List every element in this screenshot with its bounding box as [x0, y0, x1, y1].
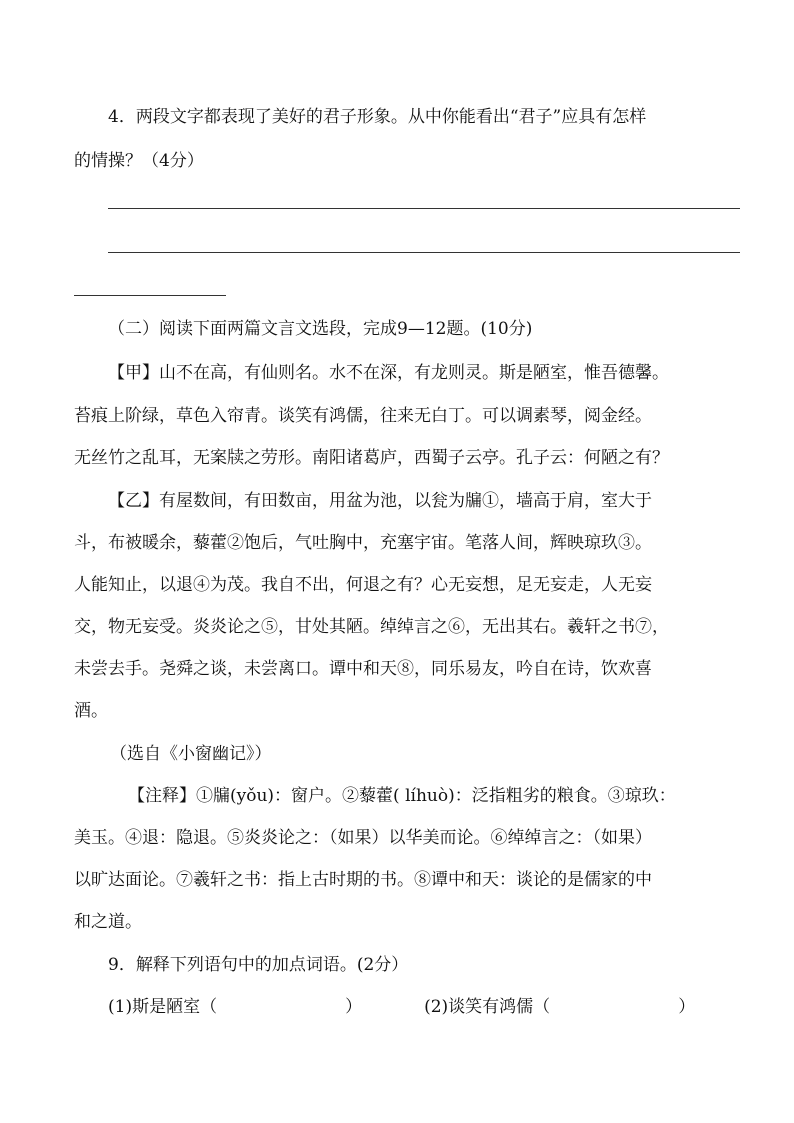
question-4-line-2: 的情操？（4分） [74, 151, 204, 171]
notes-line-4: 和之道。 [74, 912, 142, 932]
passage-b-line-2: 斗，布被暖余，藜藿②饱后，气吐胸中，充塞宇宙。笔落人间，辉映琼玖③。 [74, 533, 652, 553]
notes-line-3: 以旷达面论。⑦羲轩之书：指上古时期的书。⑧谭中和天：谈论的是儒家的中 [74, 870, 652, 890]
item-2-close: ） [678, 997, 696, 1017]
answer-line-2[interactable] [108, 252, 740, 253]
passage-b-line-3: 人能知止，以退④为茂。我自不出，何退之有？心无妄想，足无妄走，人无妄 [74, 575, 652, 595]
item-1-label: (1)斯是陋室（ [108, 997, 218, 1017]
answer-line-3[interactable] [74, 295, 226, 296]
source-citation: （选自《小窗幽记》） [110, 744, 272, 764]
passage-a-line-2: 苔痕上阶绿，草色入帘青。谈笑有鸿儒，往来无白丁。可以调素琴，阅金经。 [74, 406, 652, 426]
answer-line-1[interactable] [108, 208, 740, 209]
section-2-heading: （二）阅读下面两篇文言文选段，完成9—12题。(10分) [108, 319, 533, 339]
question-9-items [108, 996, 750, 1018]
question-9-prompt: 9．解释下列语句中的加点词语。(2分） [108, 955, 409, 975]
passage-b-line-4: 交，物无妄受。炎炎论之⑤，甘处其陋。绰绰言之⑥，无出其右。羲轩之书⑦， [74, 617, 669, 637]
passage-b-line-5: 未尝去手。尧舜之谈，未尝离口。谭中和天⑧，同乐易友，吟自在诗，饮欢喜 [74, 659, 652, 679]
item-1-close: ） [345, 997, 363, 1017]
notes-line-2: 美玉。④退：隐退。⑤炎炎论之：（如果）以华美而论。⑥绰绰言之：（如果） [74, 828, 652, 848]
passage-b-line-6: 酒。 [74, 701, 108, 721]
passage-a-line-1: 【甲】山不在高，有仙则名。水不在深，有龙则灵。斯是陋室，惟吾德馨。 [108, 363, 669, 383]
passage-a-line-3: 无丝竹之乱耳，无案牍之劳形。南阳诸葛庐，西蜀子云亭。孔子云：何陋之有？ [74, 448, 669, 468]
item-2-label: (2)谈笑有鸿儒（ [424, 997, 551, 1017]
passage-b-line-1: 【乙】有屋数间，有田数亩，用盆为池，以瓮为牖①，墙高于肩，室大于 [108, 491, 652, 511]
question-4-line-1: 4．两段文字都表现了美好的君子形象。从中你能看出“君子”应具有怎样 [108, 107, 647, 127]
notes-line-1: 【注释】①牖(yǒu)：窗户。②藜藿( líhuò)：泛指粗劣的粮食。③琼玖： [128, 786, 676, 806]
